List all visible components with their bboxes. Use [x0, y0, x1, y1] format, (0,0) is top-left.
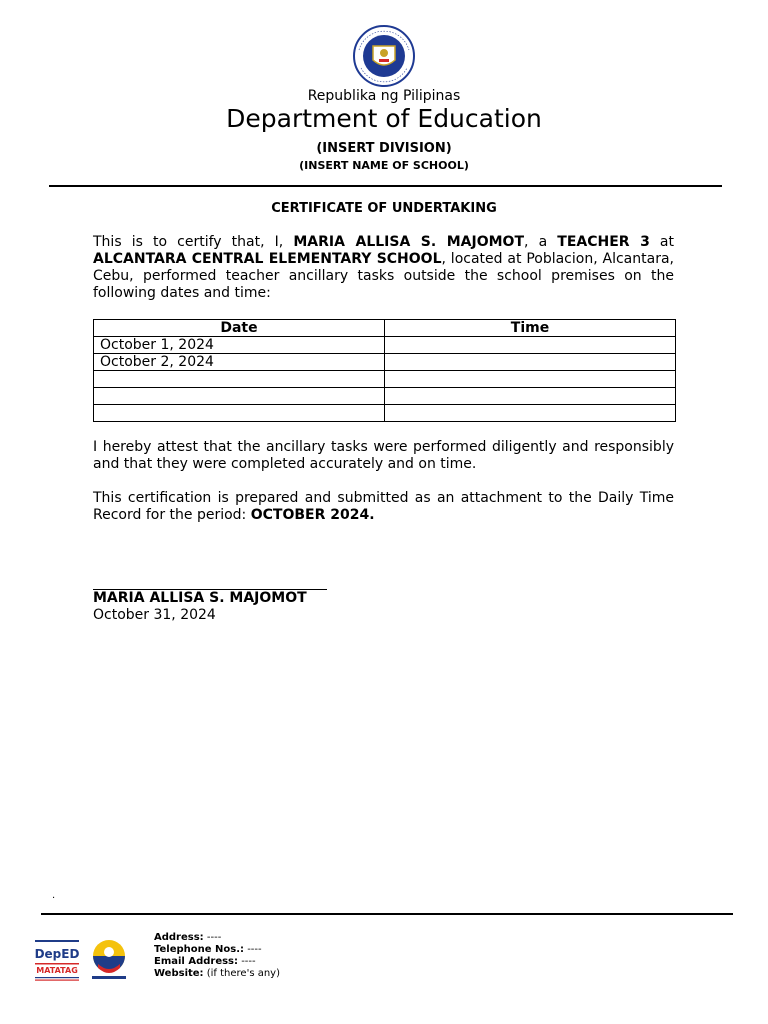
date-cell: October 2, 2024 [94, 354, 385, 371]
time-cell [385, 388, 676, 405]
certification-period: OCTOBER 2024. [250, 507, 375, 523]
telephone-value: ---- [244, 944, 262, 955]
time-column-header: Time [385, 320, 676, 337]
date-cell [94, 405, 385, 422]
schedule-table [93, 319, 676, 422]
table-row [94, 354, 676, 371]
address-label: Address: [154, 932, 204, 943]
time-cell [385, 371, 676, 388]
intro-text-2: , a [524, 234, 558, 250]
address-line [154, 932, 280, 944]
signatory-name: MARIA ALLISA S. MAJOMOT [93, 590, 307, 606]
date-cell: October 1, 2024 [94, 337, 385, 354]
intro-text-1: This is to certify that, I, [93, 234, 294, 250]
telephone-line [154, 944, 280, 956]
table-row [94, 388, 676, 405]
intro-paragraph [93, 234, 674, 302]
certificate-title: CERTIFICATE OF UNDERTAKING [271, 201, 497, 216]
address-value: ---- [203, 932, 222, 943]
table-row [94, 337, 676, 354]
date-cell [94, 371, 385, 388]
time-cell [385, 354, 676, 371]
republic-text: Republika ng Pilipinas [307, 88, 461, 104]
table-row [94, 405, 676, 422]
table-header-row [94, 320, 676, 337]
stray-mark: . [52, 890, 56, 901]
attestation-paragraph: I hereby attest that the ancillary tasks were performed diligently and responsibly and that they were completed accurately and on time. [93, 439, 674, 472]
website-line [154, 968, 280, 980]
svg-text:MATATAG: MATATAG [36, 966, 78, 975]
school-placeholder: (INSERT NAME OF SCHOOL) [299, 159, 469, 172]
intro-text-4: , located at Poblacion, Alcantara, Cebu, performed teacher ancillary tasks outside the school premises on the following dates and time: [93, 251, 674, 301]
school-name: ALCANTARA CENTRAL ELEMENTARY SCHOOL [93, 251, 442, 267]
signature-date: October 31, 2024 [93, 607, 216, 623]
date-cell [94, 388, 385, 405]
website-value: (if there's any) [203, 968, 280, 979]
division-placeholder: (INSERT DIVISION) [316, 141, 452, 156]
deped-seal-icon [349, 24, 419, 88]
bagong-pilipinas-logo-icon [86, 938, 132, 982]
email-label: Email Address: [154, 956, 239, 967]
footer-divider [41, 913, 733, 915]
header-divider [49, 185, 722, 187]
certification-paragraph [93, 490, 674, 524]
time-cell [385, 405, 676, 422]
footer-contact [154, 932, 280, 980]
department-title: Department of Education [226, 104, 542, 133]
telephone-label: Telephone Nos.: [154, 944, 245, 955]
intro-text-3: at [649, 234, 675, 250]
email-line [154, 956, 280, 968]
deped-matatag-logo-icon [34, 938, 80, 982]
email-value: ---- [238, 956, 256, 967]
website-label: Website: [154, 968, 204, 979]
table-row [94, 371, 676, 388]
svg-text:DepED: DepED [34, 947, 80, 961]
certification-text: This certification is prepared and submitted as an attachment to the Daily Time Record for the period: [93, 490, 674, 523]
time-cell [385, 337, 676, 354]
teacher-position: TEACHER 3 [557, 234, 650, 250]
teacher-name: MARIA ALLISA S. MAJOMOT [293, 234, 525, 250]
date-column-header: Date [94, 320, 385, 337]
